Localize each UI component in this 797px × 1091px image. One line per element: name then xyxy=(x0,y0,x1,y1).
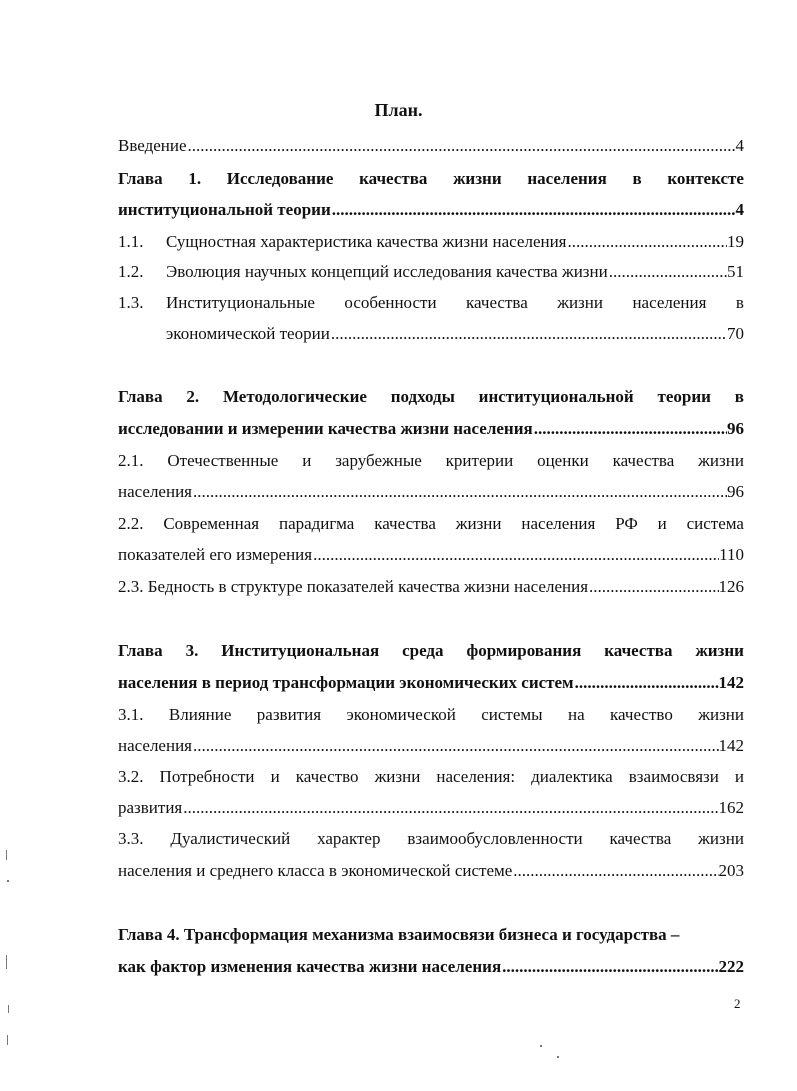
toc-entry-label: развития xyxy=(118,798,183,817)
scan-speck xyxy=(6,850,7,860)
page-title: План. xyxy=(374,100,423,120)
dot-leader xyxy=(331,199,736,221)
toc-entry-label: Сущностная характеристика качества жизни населения xyxy=(166,232,567,251)
entry-word: жизни xyxy=(698,451,744,470)
dot-leader xyxy=(312,544,719,566)
scan-speck xyxy=(540,1045,542,1047)
chapter-2-heading-cont[interactable] xyxy=(118,418,744,440)
entry-word: взаимосвязи xyxy=(628,767,719,786)
toc-entry-page: 162 xyxy=(718,798,744,817)
heading-word: контексте xyxy=(667,169,744,188)
entry-word: 3.1. xyxy=(118,705,144,724)
entry-word: жизни xyxy=(455,514,502,533)
toc-entry-intro[interactable] xyxy=(118,135,744,157)
toc-entry-page: 142 xyxy=(718,736,744,755)
entry-word: развития xyxy=(256,705,322,724)
heading-word: подходы xyxy=(390,387,455,406)
toc-entry-page: 126 xyxy=(718,577,744,596)
entry-word: качества xyxy=(466,293,528,312)
section-number: 1.3. xyxy=(118,293,144,312)
entry-word: 2.2. xyxy=(118,514,144,533)
entry-word: и xyxy=(734,767,744,786)
chapter-2-heading[interactable] xyxy=(118,386,744,408)
toc-entry-page: 4 xyxy=(735,200,744,219)
toc-entry-page: 110 xyxy=(719,545,744,564)
chapter-1-heading-cont[interactable] xyxy=(118,199,744,221)
dot-leader xyxy=(501,956,718,978)
chapter-1-heading[interactable] xyxy=(118,168,744,190)
toc-entry-1-1[interactable] xyxy=(166,231,744,253)
dot-leader xyxy=(567,231,727,253)
entry-word: жизни xyxy=(698,705,744,724)
toc-entry-page: 222 xyxy=(718,957,744,976)
toc-entry-page: 142 xyxy=(718,673,744,692)
heading-word: в xyxy=(632,169,642,188)
section-number: 1.2. xyxy=(118,262,144,281)
entry-word: особенности xyxy=(344,293,437,312)
toc-entry-page: 19 xyxy=(727,232,744,251)
entry-word: и xyxy=(657,514,667,533)
toc-entry-3-1[interactable] xyxy=(118,704,744,726)
entry-word: диалектика xyxy=(531,767,613,786)
dot-leader xyxy=(182,797,718,819)
toc-entry-3-2-cont[interactable] xyxy=(118,797,744,819)
entry-word: система xyxy=(686,514,744,533)
heading-word: качества xyxy=(604,641,673,660)
entry-word: качества xyxy=(609,829,672,848)
heading-word: жизни xyxy=(453,169,502,188)
entry-word: качество xyxy=(610,705,673,724)
heading-word: Методологические xyxy=(222,387,367,406)
scan-speck xyxy=(7,880,9,882)
entry-word: зарубежные xyxy=(335,451,422,470)
entry-word: Институциональные xyxy=(166,293,315,312)
toc-entry-3-3-cont[interactable] xyxy=(118,860,744,882)
toc-entry-label: Введение xyxy=(118,136,187,155)
heading-word: 3. xyxy=(185,641,199,660)
toc-entry-2-1-cont[interactable] xyxy=(118,481,744,503)
entry-word: критерии xyxy=(445,451,514,470)
entry-word: характер xyxy=(317,829,381,848)
entry-word: оценки xyxy=(537,451,589,470)
entry-word: жизни xyxy=(698,829,744,848)
toc-entry-1-2[interactable] xyxy=(166,261,744,283)
entry-word: населения xyxy=(521,514,596,533)
entry-word: взаимообусловленности xyxy=(407,829,583,848)
entry-word: и xyxy=(302,451,312,470)
entry-word: Современная xyxy=(163,514,260,533)
toc-entry-3-3[interactable] xyxy=(118,828,744,850)
entry-word: Дуалистический xyxy=(170,829,291,848)
dot-leader xyxy=(574,672,719,694)
scan-speck xyxy=(8,1005,9,1013)
scan-speck xyxy=(7,1035,8,1045)
dot-leader xyxy=(608,261,727,283)
toc-entry-2-1[interactable] xyxy=(118,450,744,472)
heading-word: теории xyxy=(657,387,711,406)
toc-entry-label: населения xyxy=(118,482,192,501)
entry-word: жизни xyxy=(374,767,421,786)
heading-word: в xyxy=(734,387,744,406)
toc-entry-label: населения и среднего класса в экономической системе xyxy=(118,861,513,880)
heading-word: Институциональная xyxy=(221,641,380,660)
toc-entry-label: населения в период трансформации экономических систем xyxy=(118,673,574,692)
heading-word: формирования xyxy=(466,641,582,660)
toc-entry-label: 2.3. Бедность в структуре показателей качества жизни населения xyxy=(118,577,589,596)
toc-entry-page: 51 xyxy=(727,262,744,281)
dot-leader xyxy=(330,323,727,345)
toc-entry-label: показателей его измерения xyxy=(118,545,313,564)
dot-leader xyxy=(192,481,727,503)
heading-word: Глава xyxy=(118,169,163,188)
toc-entry-label: экономической теории xyxy=(166,324,330,343)
entry-word: и xyxy=(270,767,280,786)
heading-word: Глава xyxy=(118,641,163,660)
toc-entry-1-3[interactable] xyxy=(166,292,744,314)
toc-entry-label: населения xyxy=(118,736,192,755)
entry-word: парадигма xyxy=(278,514,355,533)
scan-speck xyxy=(6,955,7,969)
entry-word: Потребности xyxy=(159,767,255,786)
entry-word: Влияние xyxy=(168,705,232,724)
heading-word: жизни xyxy=(695,641,744,660)
toc-entry-page: 203 xyxy=(718,861,744,880)
entry-word: в xyxy=(735,293,744,312)
entry-word: 3.3. xyxy=(118,829,144,848)
entry-word: на xyxy=(567,705,585,724)
entry-word: системы xyxy=(481,705,543,724)
entry-word: качества xyxy=(612,451,675,470)
entry-word: жизни xyxy=(557,293,603,312)
page-number: 2 xyxy=(734,996,741,1011)
toc-entry-page: 4 xyxy=(735,136,744,155)
toc-entry-label: Эволюция научных концепций исследования качества жизни xyxy=(166,262,608,281)
chapter-3-heading-cont[interactable] xyxy=(118,672,744,694)
chapter-3-heading[interactable] xyxy=(118,640,744,662)
dot-leader xyxy=(187,135,736,157)
toc-entry-page: 96 xyxy=(727,482,744,501)
entry-word: населения xyxy=(632,293,707,312)
dot-leader xyxy=(512,860,718,882)
chapter-4-heading[interactable]: Глава 4. Трансформация механизма взаимосвязи бизнеса и государства – xyxy=(118,925,680,944)
heading-word: 1. xyxy=(188,169,202,188)
entry-word: 2.1. xyxy=(118,451,144,470)
heading-word: Исследование xyxy=(226,169,334,188)
entry-word: населения: xyxy=(436,767,516,786)
entry-word: Отечественные xyxy=(167,451,279,470)
entry-word: 3.2. xyxy=(118,767,144,786)
dot-leader xyxy=(588,576,718,598)
entry-word: качества xyxy=(374,514,436,533)
heading-word: 2. xyxy=(186,387,200,406)
section-number: 1.1. xyxy=(118,232,144,251)
toc-entry-label: как фактор изменения качества жизни населения xyxy=(118,957,502,976)
toc-entry-2-2[interactable] xyxy=(118,513,744,535)
chapter-4-heading-cont[interactable] xyxy=(118,956,744,978)
toc-entry-3-2[interactable] xyxy=(118,766,744,788)
heading-word: качества xyxy=(359,169,428,188)
toc-entry-label: институциональной теории xyxy=(118,200,331,219)
toc-entry-page: 70 xyxy=(727,324,744,343)
entry-word: экономической xyxy=(346,705,456,724)
heading-word: населения xyxy=(527,169,607,188)
entry-word: РФ xyxy=(615,514,638,533)
scan-speck xyxy=(557,1056,559,1058)
toc-entry-1-3-cont[interactable] xyxy=(166,323,744,345)
toc-entry-label: исследовании и измерении качества жизни населения xyxy=(118,419,533,438)
toc-entry-2-2-cont[interactable] xyxy=(118,544,744,566)
dot-leader xyxy=(533,418,727,440)
entry-word: качество xyxy=(295,767,359,786)
heading-word: Глава xyxy=(118,387,163,406)
heading-word: институциональной xyxy=(478,387,634,406)
heading-word: среда xyxy=(402,641,444,660)
dot-leader xyxy=(192,735,719,757)
toc-entry-2-3[interactable] xyxy=(118,576,744,598)
toc-entry-page: 96 xyxy=(727,419,744,438)
toc-entry-3-1-cont[interactable] xyxy=(118,735,744,757)
